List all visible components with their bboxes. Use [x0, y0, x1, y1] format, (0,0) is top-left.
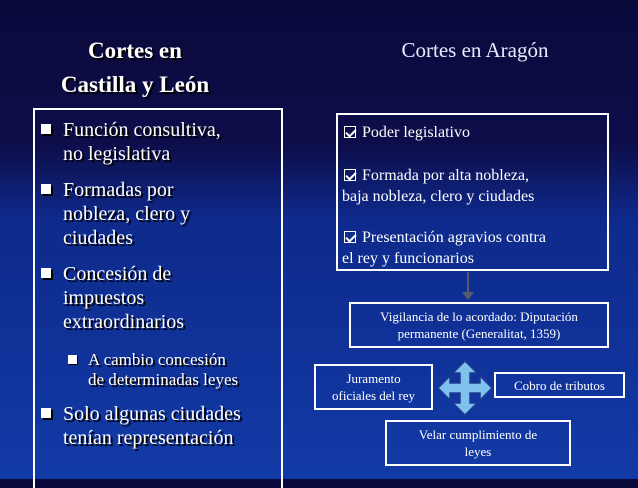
square-bullet-icon	[41, 268, 51, 278]
right-item-1	[344, 122, 470, 143]
right-item-2	[344, 165, 529, 186]
checkbox-icon	[344, 231, 356, 243]
down-arrow-icon	[467, 272, 469, 294]
right-item-3	[344, 227, 546, 248]
bullet-line: Solo algunas ciudades	[63, 403, 241, 425]
juramento-line1: Juramento	[346, 371, 401, 386]
right-title: Cortes en Aragón	[401, 38, 549, 62]
right-item-3-cont: el rey y funcionarios	[342, 250, 474, 267]
velar-line2: leyes	[464, 444, 492, 459]
bullet-line: tenían representación	[63, 427, 234, 449]
bullet-line: Formadas por	[63, 179, 174, 201]
subbullet-line: A cambio concesión	[88, 350, 226, 369]
down-arrow-head	[462, 292, 474, 300]
square-bullet-icon	[68, 355, 77, 364]
bullet-line: ciudades	[63, 227, 133, 249]
square-bullet-icon	[41, 408, 51, 418]
bullet-line: Función consultiva,	[63, 119, 221, 141]
bullet-line: no legislativa	[63, 143, 171, 165]
left-bullet-4	[37, 402, 287, 450]
checkbox-icon	[344, 169, 356, 181]
bullet-line: extraordinarios	[63, 311, 185, 333]
left-bullet-1	[37, 118, 287, 166]
right-item-2-cont: baja nobleza, clero y ciudades	[342, 188, 535, 205]
juramento-box	[314, 364, 433, 410]
bullet-line: nobleza, clero y	[63, 203, 191, 225]
square-bullet-icon	[41, 124, 51, 134]
left-subbullet	[68, 350, 283, 390]
checkbox-icon	[344, 126, 356, 138]
subbullet-line: de determinadas leyes	[88, 370, 239, 389]
four-way-arrow-icon	[437, 360, 493, 416]
cobro-label: Cobro de tributos	[514, 377, 605, 393]
juramento-line2: oficiales del rey	[331, 388, 415, 403]
cobro-box	[494, 372, 625, 398]
velar-line1: Velar cumplimiento de	[418, 427, 538, 442]
left-title-line1: Cortes en	[88, 38, 182, 63]
vigilancia-line1: Vigilancia de lo acordado: Diputación	[380, 309, 578, 324]
vigilancia-box	[349, 302, 609, 348]
square-bullet-icon	[41, 184, 51, 194]
left-title	[30, 34, 240, 102]
bullet-line: impuestos	[63, 287, 145, 309]
right-item-line: Formada por alta nobleza,	[362, 167, 530, 184]
right-item-line: Presentación agravios contra	[362, 229, 546, 246]
left-title-line2: Castilla y León	[60, 72, 210, 97]
left-bullet-2	[37, 178, 287, 250]
left-bullet-3	[37, 262, 287, 334]
right-item-line: Poder legislativo	[362, 124, 470, 141]
bullet-line: Concesión de	[63, 263, 172, 285]
velar-box	[385, 420, 571, 466]
vigilancia-line2: permanente (Generalitat, 1359)	[397, 326, 561, 341]
